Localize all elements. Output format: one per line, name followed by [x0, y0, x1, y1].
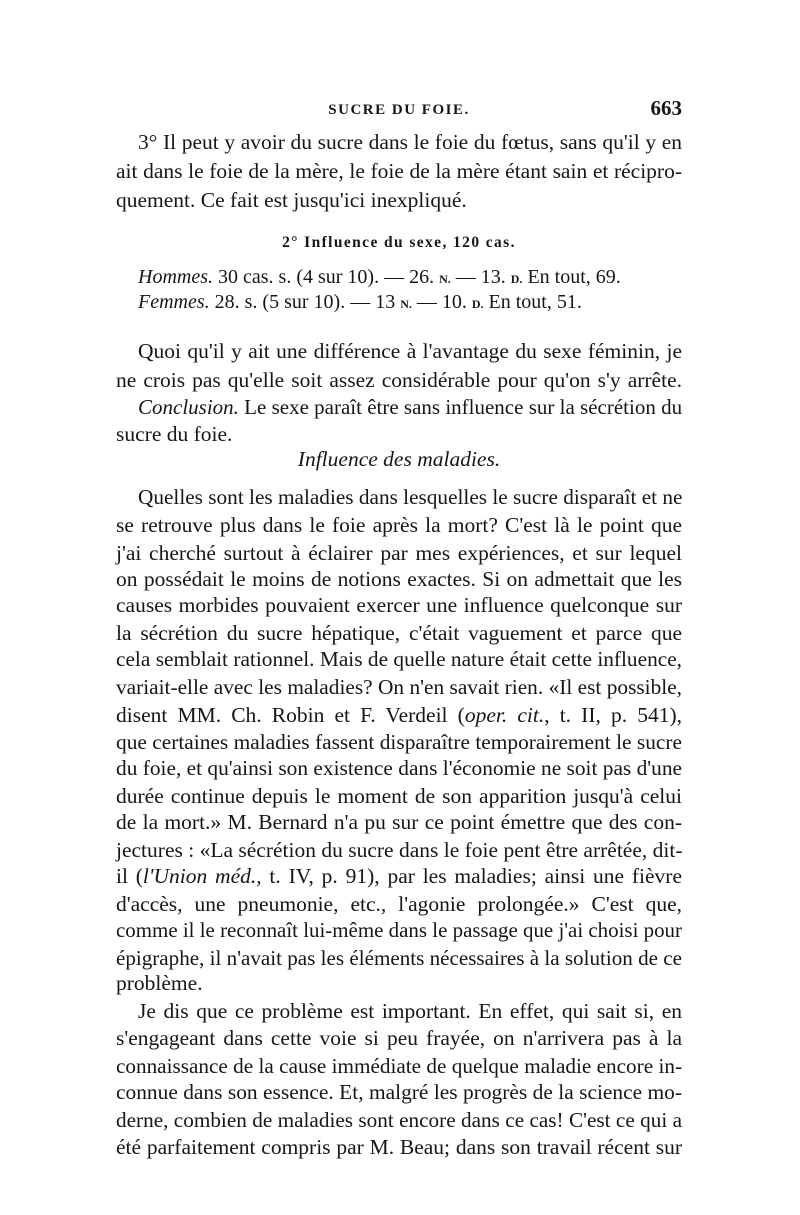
text-line: sucre du foie. — [116, 422, 233, 446]
text-line: Quoi qu'il y ait une différence à l'avantage du sexe féminin, je — [138, 339, 682, 363]
text-line: de la mort.» M. Bernard n'a pu sur ce point émettre que des con- — [116, 810, 682, 834]
stats-line-women — [116, 288, 682, 317]
text-line: variait-elle avec les maladies? On n'en savait rien. «Il est possible, — [116, 675, 682, 699]
text-line: 3° Il peut y avoir du sucre dans le foie du fœtus, sans qu'il y en — [138, 130, 682, 154]
text-span: il ( — [116, 864, 143, 888]
citation: oper. cit. — [464, 703, 545, 727]
stats-text: — 10. — [411, 291, 472, 313]
stats-label: Hommes. — [138, 266, 213, 288]
text-line: Je dis que ce problème est important. En effet, qui sait si, en — [138, 999, 682, 1023]
text-span: , t. II, p. 541), — [544, 703, 682, 727]
running-title: SUCRE DU FOIE. — [328, 102, 470, 118]
text-line: que certaines maladies fassent disparaître temporairement le sucre — [116, 730, 682, 754]
text-span: disent MM. Ch. Robin et F. Verdeil ( — [116, 703, 465, 727]
text-line: ne crois pas qu'elle soit assez considérable pour qu'on s'y arrête. — [116, 368, 682, 392]
text-line: connaissance de la cause immédiate de quelque maladie encore in- — [116, 1054, 682, 1078]
text-line: quement. Ce fait est jusqu'ici inexpliqué. — [116, 188, 467, 212]
text-line: comme il le reconnaît lui-même dans le passage que j'ai choisi pour — [116, 918, 682, 942]
text-line: été parfaitement compris par M. Beau; dans son travail récent sur — [116, 1135, 682, 1159]
page-number: 663 — [650, 96, 682, 120]
stats-text: En tout, 69. — [522, 266, 621, 288]
text-span: t. IV, p. 91), par les maladies; ainsi une fièvre — [261, 864, 682, 888]
text-line: d'accès, une pneumonie, etc., l'agonie prolongée.» C'est que, — [116, 892, 682, 916]
stats-text: 30 cas. s. (4 sur 10). — 26. — [213, 266, 440, 288]
text-line — [116, 862, 682, 891]
text-line: cela semblait rationnel. Mais de quelle nature était cette influence, — [116, 647, 682, 671]
text-line: causes morbides pouvaient exercer une influence quelconque sur — [116, 593, 682, 617]
stats-text: 28. s. (5 sur 10). — 13 — [209, 291, 401, 313]
text-line — [116, 701, 682, 730]
text-line: se retrouve plus dans le foie après la mort? C'est là le point que — [116, 513, 682, 537]
stats-text: — 13. — [450, 266, 511, 288]
text-line: derne, combien de maladies sont encore dans ce cas! C'est ce qui a — [116, 1108, 682, 1132]
text-line: ait dans le foie de la mère, le foie de la mère étant sain et récipro- — [116, 159, 682, 183]
section-title: Influence des maladies. — [297, 447, 501, 471]
stats-label: Femmes. — [138, 291, 210, 313]
stats-abbrev: N. — [439, 272, 451, 286]
page-header — [116, 96, 682, 126]
conclusion-label: Conclusion. — [138, 395, 239, 419]
stats-abbrev: D. — [510, 272, 523, 286]
text-span: Le sexe paraît être sans influence sur la sécrétion du — [238, 395, 683, 419]
text-line: s'engageant dans cette voie si peu frayée, on n'arrivera pas à la — [116, 1026, 682, 1050]
text-line: on possédait le moins de notions exactes. Si on admettait que les — [116, 567, 682, 591]
text-line: j'ai cherché surtout à éclairer par mes expériences, et sur lequel — [116, 541, 682, 565]
text-line — [116, 393, 682, 422]
text-line: durée continue depuis le moment de son apparition jusqu'à celui — [116, 784, 682, 808]
text-line: problème. — [116, 971, 203, 995]
stats-text: En tout, 51. — [483, 291, 582, 313]
stats-abbrev: D. — [471, 297, 484, 311]
text-line: du foie, et qu'ainsi son existence dans l'économie ne soit pas d'une — [116, 756, 682, 780]
subsection-heading: 2° Influence du sexe, 120 cas. — [282, 234, 516, 251]
text-line: épigraphe, il n'avait pas les éléments nécessaires à la solution de ce — [116, 946, 682, 970]
text-line: Quelles sont les maladies dans lesquelles le sucre disparaît et ne — [138, 485, 683, 509]
stats-abbrev: N. — [400, 297, 412, 311]
text-line: connue dans son essence. Et, malgré les progrès de la science mo- — [116, 1080, 682, 1104]
text-line: la sécrétion du sucre hépatique, c'était vaguement et parce que — [116, 621, 682, 645]
citation: l'Union méd., — [142, 864, 262, 888]
text-line: jectures : «La sécrétion du sucre dans le foie pent être arrêtée, dit- — [116, 838, 683, 862]
